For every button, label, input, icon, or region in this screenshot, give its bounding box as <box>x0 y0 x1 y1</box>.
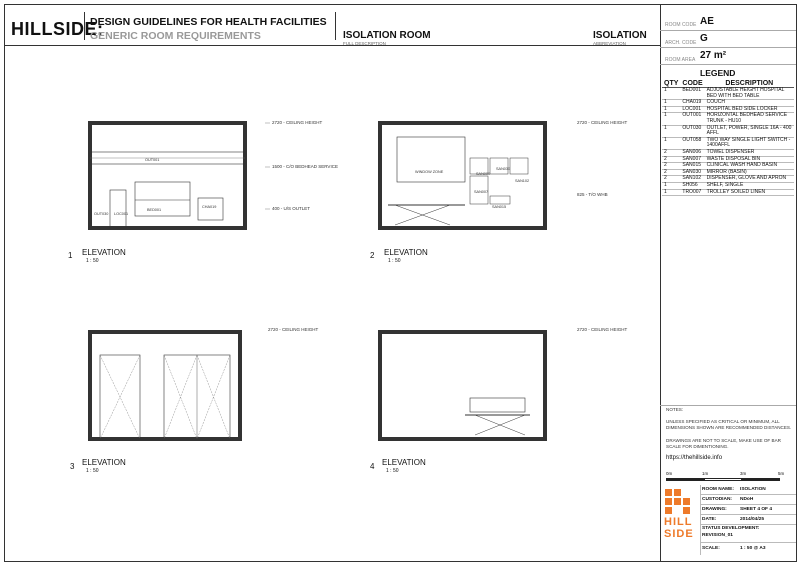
elev2-tag-san007: SAN007 <box>474 190 489 194</box>
tb-custodian: NDoH <box>740 497 754 502</box>
elevation-1-scale: 1 : 50 <box>86 258 99 264</box>
elevation-2-scale: 1 : 50 <box>388 258 401 264</box>
elevation-3-number: 3 <box>70 462 75 471</box>
legend-table <box>662 80 794 196</box>
elevation-4-scale: 1 : 50 <box>386 468 399 474</box>
tb-status: REVISION_01 <box>702 533 733 538</box>
room-full-description: ISOLATION ROOM <box>343 30 431 41</box>
elevation-2-title: ELEVATION <box>384 248 428 257</box>
tb-status-label: STATUS DEVELOPMENT: <box>702 526 760 531</box>
legend-cell-desc: CLINICAL WASH HAND BASIN <box>705 163 794 170</box>
elevation-3-title: ELEVATION <box>82 458 126 467</box>
legend-cell-qty: 2 <box>662 163 680 170</box>
legend-title: LEGEND <box>700 68 736 78</box>
elevation-2-number: 2 <box>370 251 375 260</box>
legend-cell-code: OUT058 <box>680 137 704 149</box>
elevation-1-title: ELEVATION <box>82 248 126 257</box>
tb-drawing-label: DRAWING: <box>702 507 727 512</box>
elev1-tag-bed001: BED001 <box>147 208 162 212</box>
logo-text-bottom: SIDE <box>664 528 694 540</box>
legend-cell-qty: 1 <box>662 113 680 125</box>
elev2-dim-whb: 825 - T/O WHB <box>577 192 608 197</box>
legend-cell-qty: 2 <box>662 149 680 156</box>
legend-row <box>662 88 794 100</box>
room-area-label: ROOM AREA <box>665 57 696 63</box>
guideline-subtitle: GENERIC ROOM REQUIREMENTS <box>90 30 261 42</box>
elev1-tag-loc001: LOC001 <box>114 212 129 216</box>
website-link[interactable]: https://thehillside.info <box>666 455 723 461</box>
legend-header-description: DESCRIPTION <box>705 80 794 88</box>
legend-cell-code: SAN015 <box>680 163 704 170</box>
tb-scale-row <box>700 544 796 554</box>
guideline-title: DESIGN GUIDELINES FOR HEALTH FACILITIES <box>90 16 327 28</box>
legend-row <box>662 189 794 196</box>
legend-cell-code: SAN030 <box>680 169 704 176</box>
elev1-dim-outlet: 400 - U/S OUTLET <box>272 206 311 211</box>
legend-cell-code: SAN007 <box>680 156 704 163</box>
tb-scale: 1 : 50 @ A3 <box>740 546 766 551</box>
legend-cell-qty: 2 <box>662 176 680 183</box>
legend-cell-code: TRO007 <box>680 189 704 196</box>
elev2-tag-window-zone: WINDOW ZONE <box>415 170 444 174</box>
legend-cell-code: OUT030 <box>680 125 704 137</box>
legend-cell-desc: HORIZONTAL BEDHEAD SERVICE TRUNK - HU10 <box>705 113 794 125</box>
legend-cell-desc: SHELF, SINGLE <box>705 182 794 189</box>
elev1-tag-out001: OUT001 <box>145 158 160 162</box>
legend-header-code: CODE <box>682 80 703 87</box>
elev1-dim-ceiling: 2720 - CEILING HEIGHT <box>272 120 323 125</box>
legend-cell-code: SAN102 <box>680 176 704 183</box>
tb-scale-label: SCALE: <box>702 546 720 551</box>
legend-cell-code: SH056 <box>680 182 704 189</box>
legend-row <box>662 182 794 189</box>
elevation-3-scale: 1 : 50 <box>86 468 99 474</box>
legend-cell-qty: 1 <box>662 125 680 137</box>
notes-line-2: DRAWINGS ARE NOT TO SCALE, MAKE USE OF BAR SCALE FOR DIMENTIONING. <box>666 438 781 449</box>
scale-label-5: 5m <box>778 471 785 476</box>
elev2-tag-san006: SAN006 <box>476 172 491 176</box>
legend-cell-desc: DISPENSER, GLOVE AND APRON <box>705 176 794 183</box>
tb-custodian-label: CUSTODIAN: <box>702 497 733 502</box>
legend-cell-code: SAN006 <box>680 149 704 156</box>
elevation-3-drawing <box>80 320 350 480</box>
tb-date: 2014/04/25 <box>740 517 765 522</box>
legend-cell-desc: TROLLEY SOILED LINEN <box>705 189 794 196</box>
room-full-label: FULL DESCRIPTION <box>343 41 386 46</box>
legend-cell-desc: TWO WAY SINGLE LIGHT SWITCH - 1400AFFL <box>705 137 794 149</box>
legend-cell-code: OUT001 <box>680 113 704 125</box>
bar-scale <box>666 470 786 484</box>
scale-label-1: 1m <box>702 471 709 476</box>
notes-heading: NOTES: <box>666 407 684 412</box>
elev2-dim-ceiling: 2720 - CEILING HEIGHT <box>577 120 628 125</box>
legend-cell-qty: 1 <box>662 88 680 100</box>
elevation-4-number: 4 <box>370 462 375 471</box>
elevation-2-drawing <box>370 110 640 270</box>
legend-cell-desc: MIRROR (BASIN) <box>705 169 794 176</box>
tb-room-name-label: ROOM NAME: <box>702 487 734 492</box>
elev1-tag-out030: OUT030 <box>94 212 109 216</box>
tb-room-name: ISOLATION <box>740 487 766 492</box>
legend-cell-code: BED001 <box>680 88 704 100</box>
legend-cell-desc: TOWEL DISPENSER <box>705 149 794 156</box>
scale-label-3: 3m <box>740 471 747 476</box>
legend-row <box>662 125 794 137</box>
legend-cell-desc: WASTE DISPOSAL BIN <box>705 156 794 163</box>
legend-cell-desc: ADJUSTABLE HEIGHT HOSPITAL BED WITH BED TABLE <box>705 88 794 100</box>
brand-title: HILLSIDE: <box>11 19 104 39</box>
legend-cell-qty: 1 <box>662 137 680 149</box>
elevation-4-title: ELEVATION <box>382 458 426 467</box>
legend-row <box>662 113 794 125</box>
elevation-1-drawing <box>70 110 340 270</box>
arch-code: G <box>700 33 708 44</box>
legend-cell-desc: HOSPITAL BED SIDE LOCKER <box>705 106 794 113</box>
elev1-tag-cha019: CHA019 <box>202 205 217 209</box>
legend-header-qty: QTY <box>664 80 679 87</box>
scale-label-0: 0m <box>666 471 673 476</box>
tb-date-label: DATE: <box>702 517 717 522</box>
elev4-dim-ceiling: 2720 - CEILING HEIGHT <box>577 327 628 332</box>
legend-cell-desc: OUTLET, POWER, SINGLE 16A - 400 AFFL <box>705 125 794 137</box>
notes-line-1: UNLESS SPECIFIED AS CRITICAL OR MINIMUM, ALL DIMENSIONS SHOWN ARE RECOMMENDED DISTANCES. <box>666 419 792 430</box>
legend-cell-code: LOC001 <box>680 106 704 113</box>
legend-cell-qty: 1 <box>662 100 680 107</box>
room-area: 27 m² <box>700 50 727 61</box>
room-abbreviation: ISOLATION <box>593 30 647 41</box>
elev1-dim-bedhead: 1500 - C/O BEDHEAD SERVICE <box>272 164 338 169</box>
room-abbrev-label: ABBREVIATION <box>593 41 626 46</box>
logo-text-top: HILL <box>664 516 693 528</box>
tb-drawing: SHEET 4 OF 4 <box>740 507 772 512</box>
legend-cell-code: CHA019 <box>680 100 704 107</box>
elev2-tag-san030: SAN030 <box>496 167 511 171</box>
elevation-4-drawing <box>370 320 640 480</box>
tb-status-value-row <box>700 531 796 541</box>
legend-row <box>662 137 794 149</box>
legend-cell-qty: 2 <box>662 169 680 176</box>
elev3-dim-ceiling: 2720 - CEILING HEIGHT <box>268 327 319 332</box>
arch-code-label: ARCH. CODE <box>665 40 697 46</box>
legend-cell-desc: COUCH <box>705 100 794 107</box>
legend-cell-qty: 1 <box>662 106 680 113</box>
legend-cell-qty: 1 <box>662 189 680 196</box>
elev2-tag-san102: SAN102 <box>515 179 530 183</box>
elevation-1-number: 1 <box>68 251 73 260</box>
hillside-logo <box>664 488 694 548</box>
legend-cell-qty: 1 <box>662 182 680 189</box>
elev2-tag-san015: SAN015 <box>492 205 507 209</box>
room-code: AE <box>700 16 714 27</box>
legend-cell-qty: 2 <box>662 156 680 163</box>
room-code-label: ROOM CODE <box>665 22 697 28</box>
